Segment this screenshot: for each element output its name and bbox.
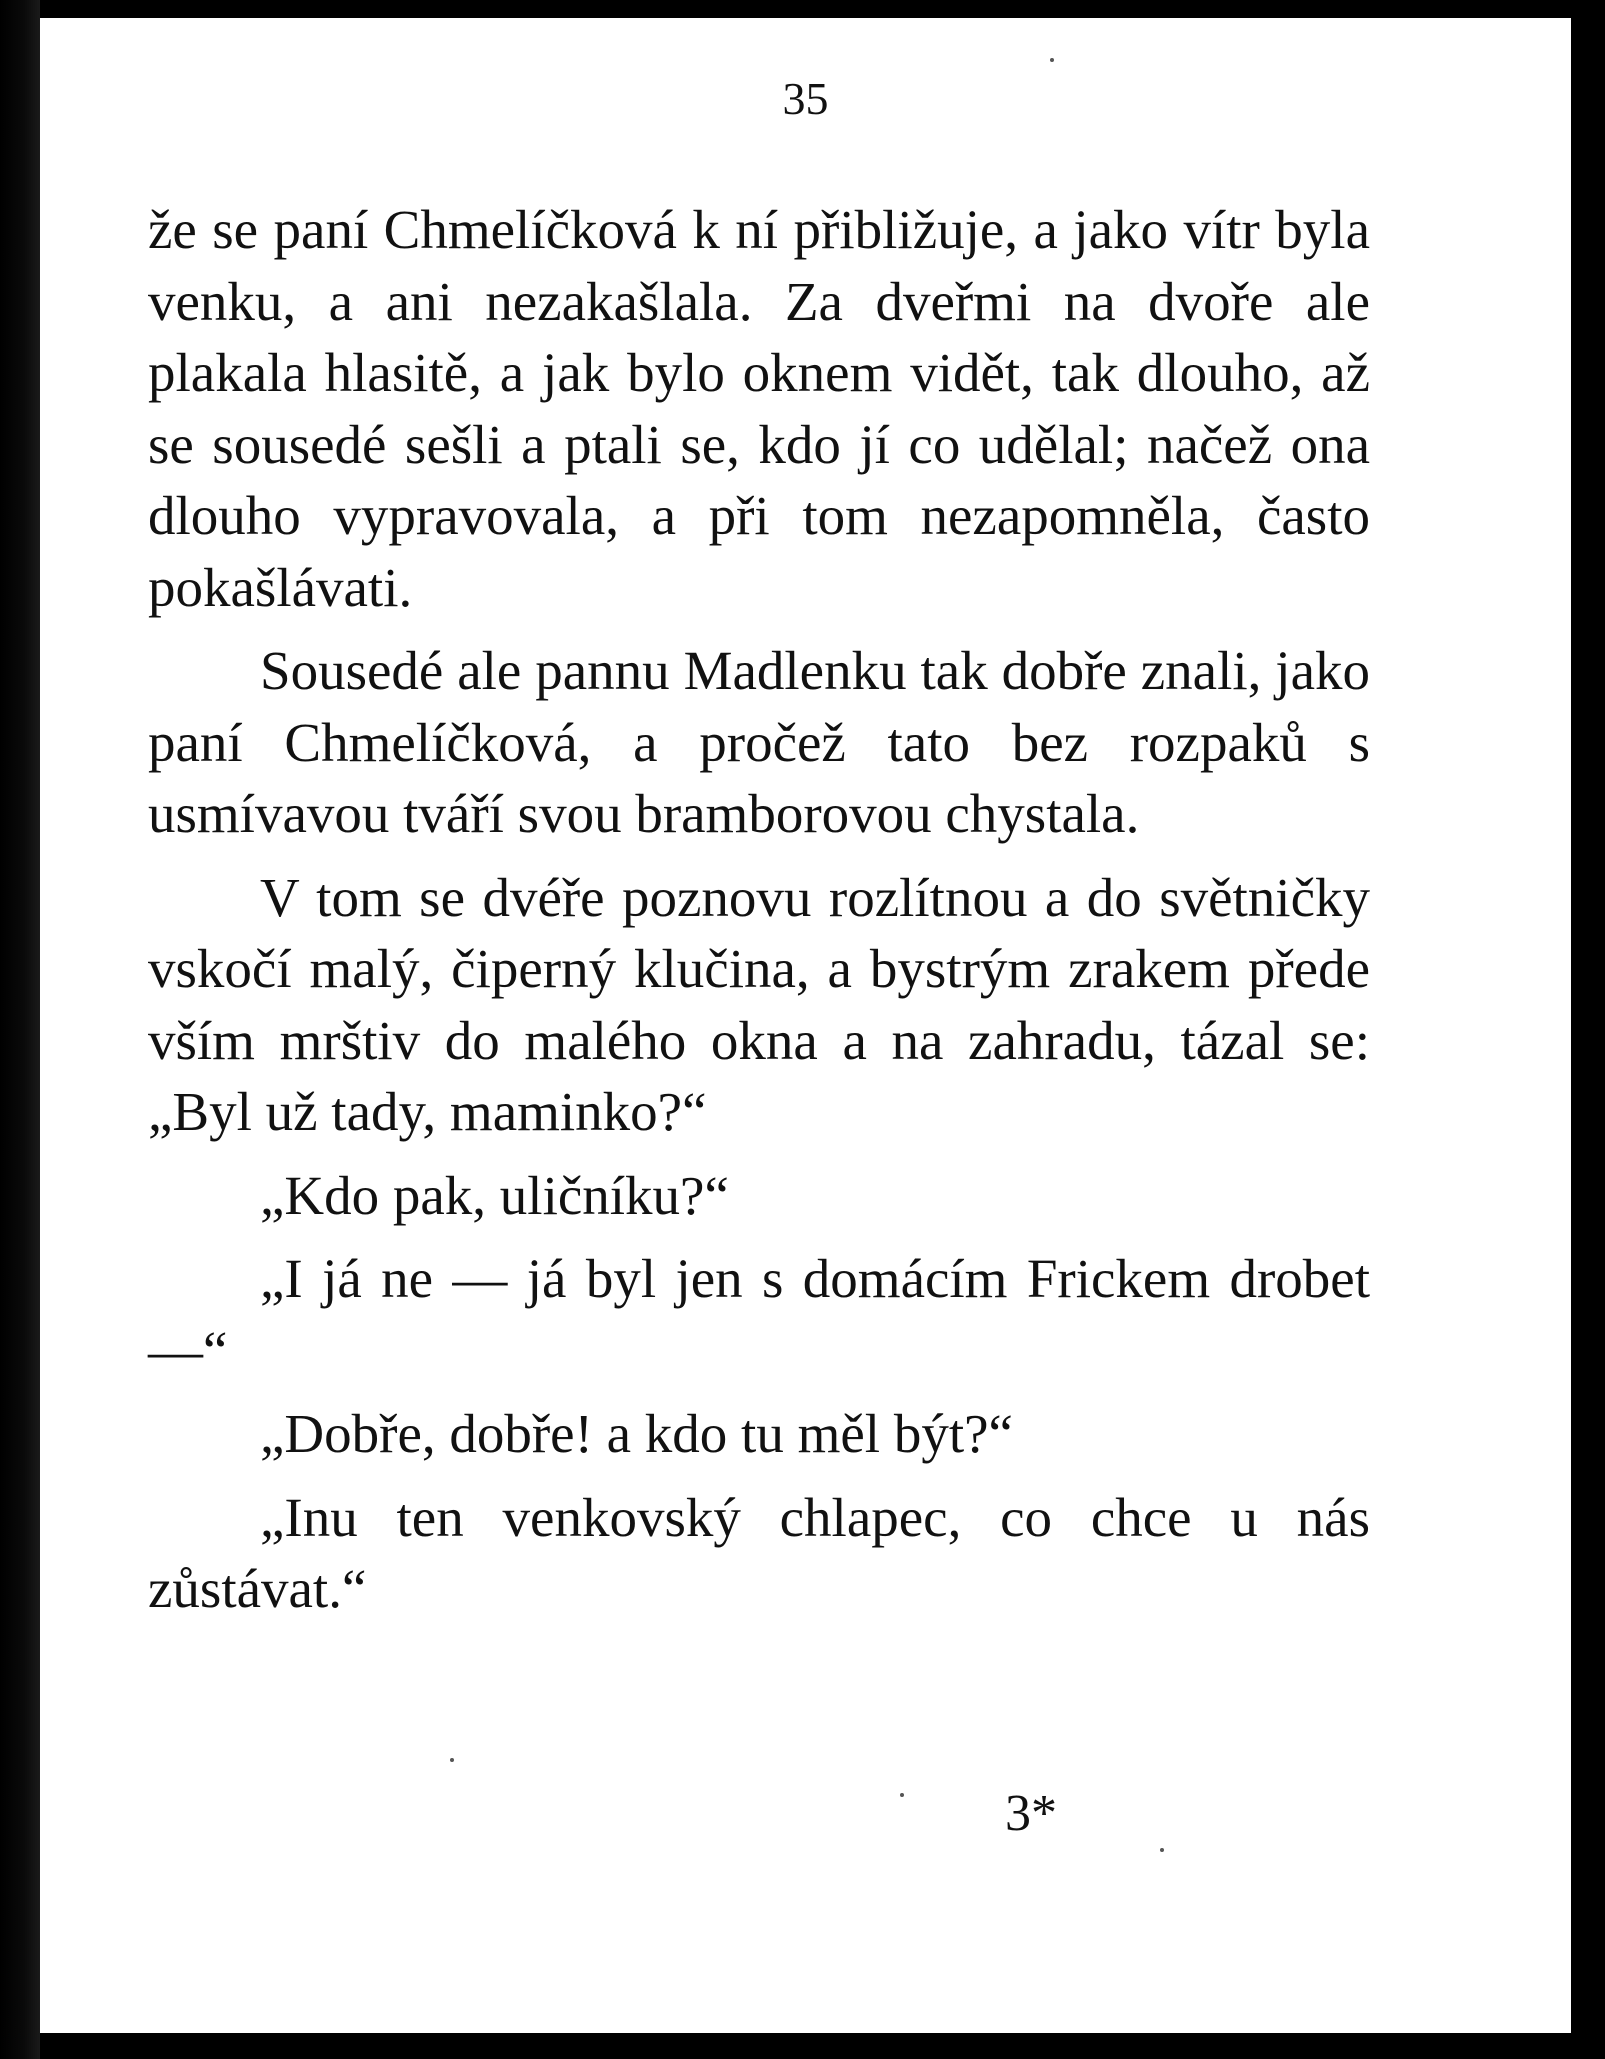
- paragraph-2: Sousedé ale pannu Madlenku tak dobře znali, jako paní Chmelíčková, a pročež tato bez rozpaků s usmívavou tváří svou bramborovou chystala.: [148, 640, 1370, 844]
- dialogue-line-1: „Kdo pak, uličníku?“: [260, 1164, 729, 1226]
- book-page: [40, 18, 1571, 2033]
- paragraph-3: V tom se dvéře poznovu rozlítnou a do světničky vskočí malý, čiperný klučina, a bystrým zrakem přede vším mrštiv do malého okna a na zahradu, tázal se: „Byl už tady, maminko?“: [148, 866, 1370, 1142]
- body-text: [148, 194, 1370, 1625]
- dialogue-line-4: „Inu ten venkovský chlapec, co chce u nás zůstávat.“: [148, 1486, 1370, 1619]
- dialogue-line-2: „I já ne — já byl jen s domácím Frickem drobet —“: [148, 1248, 1370, 1381]
- dialogue-line-3: „Dobře, dobře! a kdo tu měl být?“: [260, 1403, 1013, 1464]
- paper-speck: [900, 1793, 904, 1797]
- page-number: 35: [782, 73, 829, 124]
- scan-right-edge: [1571, 0, 1605, 2059]
- paper-speck: [1050, 58, 1054, 62]
- book-spine-shadow: [0, 0, 40, 2059]
- signature-mark: 3*: [1005, 1785, 1057, 1842]
- paragraph-1: že se paní Chmelíčková k ní přibližuje, a jako vítr byla venku, a ani nezakašlala. Za dveřmi na dvoře ale plakala hlasitě, a jak bylo oknem vidět, tak dlouho, až se sousedé sešli a ptali se, kdo jí co udělal; načež ona dlouho vypravovala, a při tom nezapomněla, často pokašlávati.: [148, 199, 1370, 618]
- paper-speck: [1160, 1848, 1164, 1852]
- paper-speck: [450, 1758, 454, 1762]
